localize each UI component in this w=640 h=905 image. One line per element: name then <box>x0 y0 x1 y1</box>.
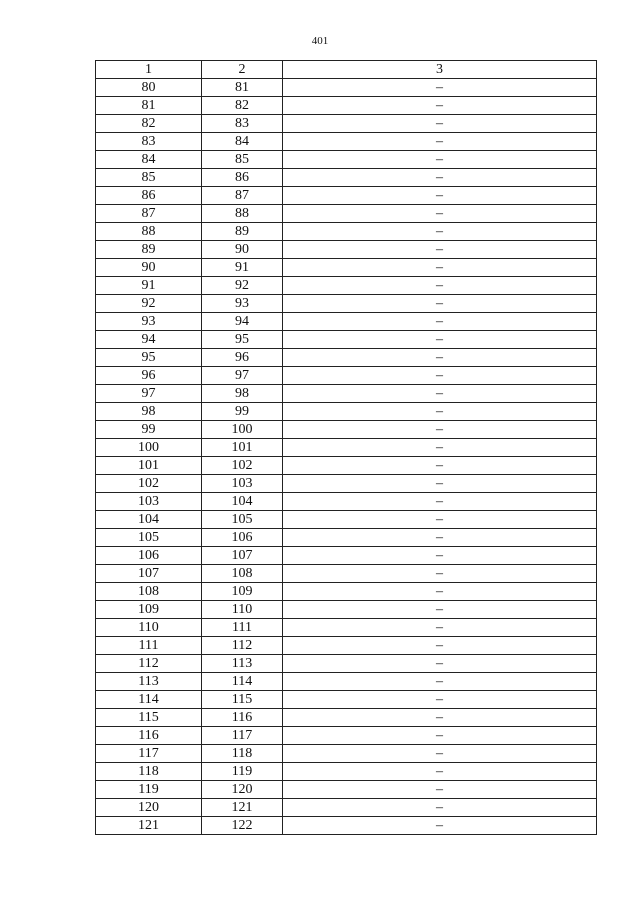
table-cell-col-3: – <box>283 583 597 601</box>
table-row <box>96 565 597 583</box>
table-cell-col-1: 117 <box>96 745 202 763</box>
table-cell-col-1: 90 <box>96 259 202 277</box>
table-cell-col-1: 109 <box>96 601 202 619</box>
table-cell-col-2: 122 <box>202 817 283 835</box>
table-cell-col-1: 80 <box>96 79 202 97</box>
table-cell-col-2: 115 <box>202 691 283 709</box>
table-cell-col-1: 108 <box>96 583 202 601</box>
table-cell-col-1: 95 <box>96 349 202 367</box>
table-cell-col-2: 113 <box>202 655 283 673</box>
table-cell-col-1: 98 <box>96 403 202 421</box>
table-row <box>96 421 597 439</box>
table-cell-col-1: 100 <box>96 439 202 457</box>
table-cell-col-3: – <box>283 151 597 169</box>
table-cell-col-2: 95 <box>202 331 283 349</box>
table-cell-col-2: 101 <box>202 439 283 457</box>
table-row <box>96 223 597 241</box>
table-row <box>96 799 597 817</box>
table-cell-col-3: – <box>283 187 597 205</box>
table-cell-col-1: 81 <box>96 97 202 115</box>
table-cell-col-2: 121 <box>202 799 283 817</box>
table-cell-col-3: – <box>283 601 597 619</box>
table-cell-col-3: – <box>283 349 597 367</box>
table-cell-col-3: – <box>283 547 597 565</box>
table-cell-col-2: 97 <box>202 367 283 385</box>
data-table <box>95 60 597 835</box>
table-cell-col-3: – <box>283 511 597 529</box>
table-header <box>96 61 597 79</box>
table-cell-col-3: – <box>283 457 597 475</box>
table-row <box>96 493 597 511</box>
table-row <box>96 241 597 259</box>
table-cell-col-1: 88 <box>96 223 202 241</box>
table-cell-col-2: 112 <box>202 637 283 655</box>
table-cell-col-2: 117 <box>202 727 283 745</box>
table-row <box>96 151 597 169</box>
table-cell-col-1: 86 <box>96 187 202 205</box>
table-row <box>96 511 597 529</box>
table-cell-col-3: – <box>283 565 597 583</box>
table-cell-col-1: 113 <box>96 673 202 691</box>
table-cell-col-2: 118 <box>202 745 283 763</box>
table-cell-col-1: 92 <box>96 295 202 313</box>
table-cell-col-3: – <box>283 529 597 547</box>
table-row <box>96 331 597 349</box>
table-cell-col-2: 89 <box>202 223 283 241</box>
table-cell-col-2: 104 <box>202 493 283 511</box>
table-cell-col-2: 110 <box>202 601 283 619</box>
table-cell-col-2: 83 <box>202 115 283 133</box>
table-cell-col-1: 107 <box>96 565 202 583</box>
table-cell-col-2: 92 <box>202 277 283 295</box>
table-cell-col-3: – <box>283 727 597 745</box>
table-cell-col-1: 93 <box>96 313 202 331</box>
table-cell-col-2: 90 <box>202 241 283 259</box>
table-row <box>96 673 597 691</box>
table-cell-col-3: – <box>283 259 597 277</box>
column-header-1: 1 <box>96 61 202 79</box>
table-cell-col-2: 100 <box>202 421 283 439</box>
table-cell-col-1: 97 <box>96 385 202 403</box>
table-row <box>96 439 597 457</box>
table-header-row <box>96 61 597 79</box>
table-cell-col-3: – <box>283 97 597 115</box>
table-cell-col-1: 94 <box>96 331 202 349</box>
table-cell-col-1: 115 <box>96 709 202 727</box>
table-row <box>96 763 597 781</box>
table-row <box>96 403 597 421</box>
table-row <box>96 781 597 799</box>
table-cell-col-3: – <box>283 403 597 421</box>
table-row <box>96 187 597 205</box>
table-cell-col-1: 102 <box>96 475 202 493</box>
table-row <box>96 457 597 475</box>
table-cell-col-2: 109 <box>202 583 283 601</box>
table-body <box>96 79 597 835</box>
table-cell-col-1: 112 <box>96 655 202 673</box>
table-cell-col-1: 101 <box>96 457 202 475</box>
table-cell-col-3: – <box>283 385 597 403</box>
table-cell-col-2: 105 <box>202 511 283 529</box>
table-cell-col-2: 99 <box>202 403 283 421</box>
table-row <box>96 349 597 367</box>
table-row <box>96 115 597 133</box>
table-cell-col-3: – <box>283 421 597 439</box>
table-cell-col-1: 99 <box>96 421 202 439</box>
table-cell-col-1: 84 <box>96 151 202 169</box>
table-cell-col-2: 85 <box>202 151 283 169</box>
table-row <box>96 655 597 673</box>
table-row <box>96 619 597 637</box>
table-cell-col-2: 93 <box>202 295 283 313</box>
table-cell-col-3: – <box>283 79 597 97</box>
table-cell-col-1: 82 <box>96 115 202 133</box>
table-cell-col-2: 108 <box>202 565 283 583</box>
table-cell-col-3: – <box>283 781 597 799</box>
table-cell-col-2: 88 <box>202 205 283 223</box>
table-cell-col-1: 103 <box>96 493 202 511</box>
table-cell-col-1: 105 <box>96 529 202 547</box>
table-cell-col-3: – <box>283 313 597 331</box>
table-cell-col-3: – <box>283 745 597 763</box>
table-cell-col-2: 106 <box>202 529 283 547</box>
table-row <box>96 709 597 727</box>
table-cell-col-1: 104 <box>96 511 202 529</box>
table-cell-col-3: – <box>283 277 597 295</box>
table-cell-col-2: 116 <box>202 709 283 727</box>
table-cell-col-2: 87 <box>202 187 283 205</box>
table-cell-col-1: 114 <box>96 691 202 709</box>
table-cell-col-3: – <box>283 331 597 349</box>
table-row <box>96 313 597 331</box>
page-number: 401 <box>311 35 329 47</box>
table-row <box>96 205 597 223</box>
table-row <box>96 583 597 601</box>
table-row <box>96 385 597 403</box>
table-cell-col-3: – <box>283 655 597 673</box>
table-row <box>96 601 597 619</box>
table-cell-col-2: 86 <box>202 169 283 187</box>
table-cell-col-2: 120 <box>202 781 283 799</box>
table-cell-col-2: 94 <box>202 313 283 331</box>
table-cell-col-1: 91 <box>96 277 202 295</box>
table-cell-col-1: 87 <box>96 205 202 223</box>
table-cell-col-3: – <box>283 367 597 385</box>
table-cell-col-1: 120 <box>96 799 202 817</box>
table-cell-col-2: 82 <box>202 97 283 115</box>
table-cell-col-3: – <box>283 763 597 781</box>
table-cell-col-3: – <box>283 709 597 727</box>
table-cell-col-2: 114 <box>202 673 283 691</box>
table-cell-col-1: 116 <box>96 727 202 745</box>
table-cell-col-1: 96 <box>96 367 202 385</box>
table-cell-col-1: 119 <box>96 781 202 799</box>
table-cell-col-3: – <box>283 439 597 457</box>
table-row <box>96 97 597 115</box>
table-cell-col-3: – <box>283 169 597 187</box>
table-cell-col-3: – <box>283 133 597 151</box>
table-cell-col-1: 106 <box>96 547 202 565</box>
table-cell-col-3: – <box>283 115 597 133</box>
table-cell-col-1: 111 <box>96 637 202 655</box>
table-cell-col-2: 102 <box>202 457 283 475</box>
table-row <box>96 259 597 277</box>
table-row <box>96 277 597 295</box>
column-header-3: 3 <box>283 61 597 79</box>
table-cell-col-2: 81 <box>202 79 283 97</box>
table-cell-col-2: 84 <box>202 133 283 151</box>
table-row <box>96 169 597 187</box>
table-cell-col-1: 118 <box>96 763 202 781</box>
table-cell-col-3: – <box>283 619 597 637</box>
table-cell-col-3: – <box>283 475 597 493</box>
table-cell-col-3: – <box>283 493 597 511</box>
table-cell-col-1: 121 <box>96 817 202 835</box>
table-cell-col-3: – <box>283 799 597 817</box>
table-cell-col-3: – <box>283 691 597 709</box>
table-cell-col-2: 98 <box>202 385 283 403</box>
table-cell-col-2: 111 <box>202 619 283 637</box>
table-cell-col-3: – <box>283 637 597 655</box>
table-row <box>96 691 597 709</box>
table-cell-col-2: 96 <box>202 349 283 367</box>
table-row <box>96 727 597 745</box>
table-row <box>96 745 597 763</box>
table-cell-col-3: – <box>283 673 597 691</box>
table-row <box>96 295 597 313</box>
table-cell-col-3: – <box>283 817 597 835</box>
table-row <box>96 79 597 97</box>
table-row <box>96 529 597 547</box>
table-cell-col-2: 119 <box>202 763 283 781</box>
table-cell-col-1: 85 <box>96 169 202 187</box>
table-row <box>96 367 597 385</box>
table-row <box>96 637 597 655</box>
table-cell-col-3: – <box>283 295 597 313</box>
table-cell-col-3: – <box>283 241 597 259</box>
table-cell-col-1: 83 <box>96 133 202 151</box>
table-row <box>96 817 597 835</box>
table-row <box>96 133 597 151</box>
table-row <box>96 475 597 493</box>
table-cell-col-2: 103 <box>202 475 283 493</box>
table-row <box>96 547 597 565</box>
table-cell-col-3: – <box>283 223 597 241</box>
table-cell-col-2: 91 <box>202 259 283 277</box>
table-cell-col-2: 107 <box>202 547 283 565</box>
table-cell-col-1: 89 <box>96 241 202 259</box>
column-header-2: 2 <box>202 61 283 79</box>
table-cell-col-3: – <box>283 205 597 223</box>
table-cell-col-1: 110 <box>96 619 202 637</box>
